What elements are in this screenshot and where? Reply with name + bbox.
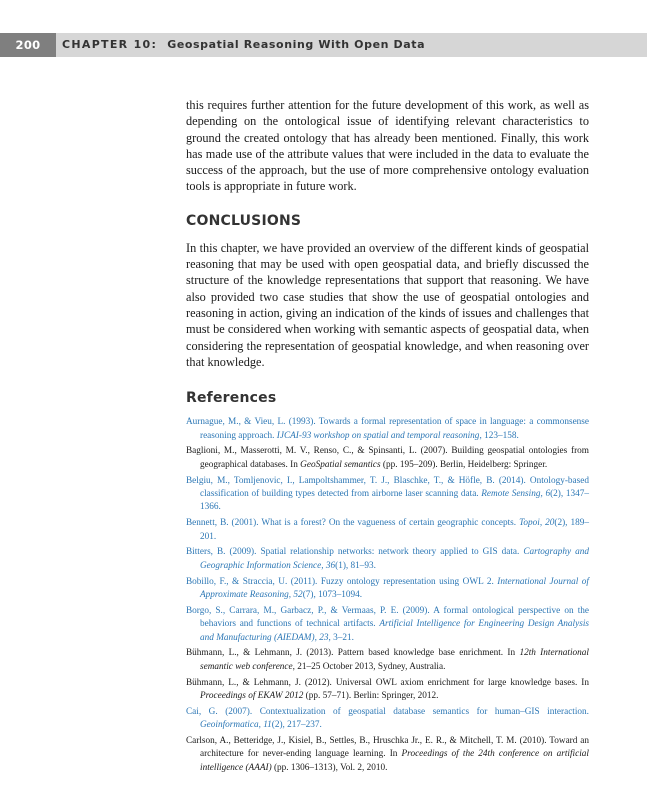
reference-text: Bühmann, L., & Lehmann, J. (2012). Universal OWL axiom enrichment for large knowledge bases. In xyxy=(186,677,589,688)
reference-text: Bühmann, L., & Lehmann, J. (2013). Pattern based knowledge base enrichment. In xyxy=(186,648,520,659)
conclusions-paragraph: In this chapter, we have provided an overview of the different kinds of geospatial reasoning that may be used with open geospatial data, and briefly discussed the structure of the knowledge representations that support that reasoning. We have also provided two case studies that show the use of geospatial ontologies and reasoning in action, giving an indication of the kinds of issues and challenges that must be considered when working with semantic aspects of geospatial data, when considering the representation of geospatial knowledge, and when reasoning over that knowledge. xyxy=(186,240,589,369)
reference-item xyxy=(186,445,589,472)
chapter-title: Geospatial Reasoning With Open Data xyxy=(167,38,426,51)
reference-text: Cai, G. (2007). Contextualization of geospatial database semantics for human–GIS interaction. xyxy=(186,706,589,717)
reference-source: Remote Sensing, 6 xyxy=(481,488,551,499)
reference-source: International Journal of Approximate Reasoning, 52 xyxy=(200,576,589,600)
chapter-label: CHAPTER 10: xyxy=(62,38,158,51)
intro-paragraph: this requires further attention for the future development of this work, as well as depending on the ontological issue of identifying relevant characteristics to ground the created ontology that has already been mentioned. Finally, this work has made use of the attribute values that were included in the data to evaluate the success of the approach, but the use of more comprehensive ontology evaluation tools is appropriate in future work. xyxy=(186,98,589,194)
reference-source: GeoSpatial semantics xyxy=(300,459,381,470)
reference-list xyxy=(186,416,589,775)
reference-item[interactable] xyxy=(186,706,589,733)
reference-details: , 123–158. xyxy=(479,430,519,441)
reference-details: (2), 217–237. xyxy=(271,720,322,731)
reference-source: Proceedings of EKAW 2012 xyxy=(200,691,304,701)
reference-details: (pp. 195–209). Berlin, Heidelberg: Springer. xyxy=(380,459,548,470)
reference-item[interactable] xyxy=(186,605,589,645)
reference-text: Baglioni, M., Masserotti, M. V., Renso, C., & Spinsanti, L. (2007). Building geospatial ontologies from geographical databases. In xyxy=(186,446,589,470)
reference-item xyxy=(186,647,589,674)
reference-text: Bobillo, F., & Straccia, U. (2011). Fuzzy ontology representation using OWL 2. xyxy=(186,576,498,587)
reference-item[interactable] xyxy=(186,517,589,544)
reference-source: 12th International semantic web conference xyxy=(200,648,590,672)
conclusions-heading: CONCLUSIONS xyxy=(186,212,302,229)
running-header xyxy=(0,33,647,57)
reference-item[interactable] xyxy=(186,416,589,443)
page-number: 200 xyxy=(0,33,56,57)
reference-text: Bennett, B. (2001). What is a forest? On the vagueness of certain geographic concepts. xyxy=(186,518,520,529)
reference-details: (2), 189–201. xyxy=(200,518,589,542)
reference-text: Bitters, B. (2009). Spatial relationship networks: network theory applied to GIS data. xyxy=(186,547,524,558)
reference-item[interactable] xyxy=(186,546,589,573)
reference-details: (1), 81–93. xyxy=(335,560,376,571)
reference-item xyxy=(186,735,589,775)
reference-source: Geoinformatica, 11 xyxy=(200,720,272,731)
reference-source: Cartography and Geographic Information Science, 36 xyxy=(200,547,590,571)
reference-details: (2), 1347–1366. xyxy=(200,488,589,513)
running-title xyxy=(62,33,425,57)
reference-item xyxy=(186,677,589,704)
reference-details: (pp. 1306–1313), Vol. 2, 2010. xyxy=(271,762,388,773)
reference-details: (pp. 57–71). Berlin: Springer, 2012. xyxy=(303,691,439,701)
reference-text: Borgo, S., Carrara, M., Garbacz, P., & Vermaas, P. E. (2009). A formal ontological perspective on the behaviors and functions of technical artifacts. xyxy=(186,605,589,630)
reference-source: Proceedings of the 24th conference on artificial intelligence (AAAI) xyxy=(200,749,589,773)
reference-details: , 3–21. xyxy=(328,632,354,643)
page-content xyxy=(186,97,589,778)
reference-item[interactable] xyxy=(186,576,589,603)
references-heading: References xyxy=(186,390,277,407)
reference-text: Belgiu, M., Tomljenovic, I., Lampoltshammer, T. J., Blaschke, T., & Höfle, B. (2014). Ontology-based classification of building types detected from airborne laser scanning data. xyxy=(186,475,589,499)
reference-details: (7), 1073–1094. xyxy=(302,589,363,600)
reference-details: , 21–25 October 2013, Sydney, Australia. xyxy=(292,661,446,672)
reference-source: Topoi, 20 xyxy=(519,518,555,529)
reference-item[interactable] xyxy=(186,475,589,515)
reference-text: Carlson, A., Betteridge, J., Kisiel, B., Settles, B., Hruschka Jr., E. R., & Mitchell, T. M. (2010). Toward an architecture for never-ending language learning. In xyxy=(186,736,589,760)
reference-source: Artificial Intelligence for Engineering Design Analysis and Manufacturing (AIEDAM), 23 xyxy=(200,619,590,643)
reference-text: Aurnague, M., & Vieu, L. (1993). Towards a formal representation of space in language: a commonsense reasoning approach. xyxy=(186,417,589,441)
reference-source: IJCAI-93 workshop on spatial and temporal reasoning xyxy=(276,430,480,441)
